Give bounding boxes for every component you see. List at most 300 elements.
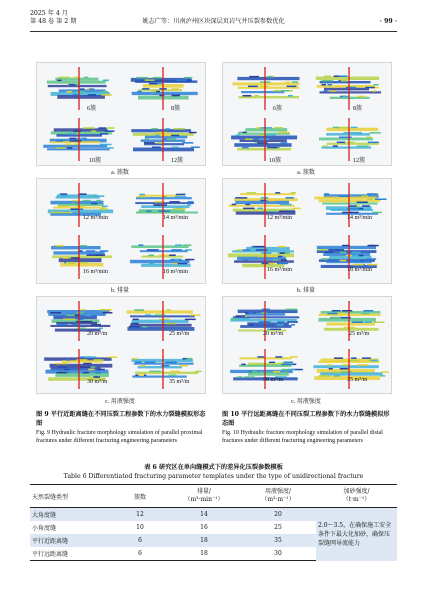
fracture-speckle [380,375,385,377]
fracture-speckle [364,322,372,324]
fracture-speckle [134,309,144,311]
fracture-speckle [156,132,167,134]
fracture-speckle [247,192,256,194]
fracture-speckle [366,137,371,139]
fracture-speckle [76,321,88,323]
fracture-speckle [289,369,296,371]
fracture-speckle [86,250,95,252]
fracture-speckle [189,132,197,134]
fracture-speckle [175,259,179,261]
fracture-speckle [55,147,65,149]
fracture-speckle [261,127,273,129]
fracture-speckle [362,205,370,207]
fracture-speckle [146,210,151,212]
fracture-speckle [333,127,339,129]
fracture-speckle [70,209,79,211]
fracture-speckle [249,76,259,78]
issue-volume: 第 48 卷 第 2 期 [30,18,77,25]
fracture-speckle [274,127,283,129]
fracture-speckle [157,83,163,85]
fracture-speckle [373,84,378,86]
fracture-speckle [168,255,175,257]
fracture-speckle [156,204,167,206]
fracture-speckle [59,77,70,79]
fig9a-caption: a. 簇数 [111,170,129,176]
fig9b-label-3: 16 m³/min [83,269,108,275]
fracture-speckle [290,356,297,358]
fracture-speckle [176,79,187,81]
fracture-speckle [340,368,348,370]
fig9b-sim-image [37,179,205,283]
fracture-speckle [57,80,61,82]
fracture-speckle [76,312,83,314]
fig9-caption-en: Fig. 9 Hydraulic fracture morphology simulation of parallel proximal fractures under different fracturing engineering parameters [36,430,203,444]
fig10-caption-en: Fig. 10 Hydraulic fracture morphology simulation of parallel distal fractures under different fracturing engineering parameters [222,430,383,444]
fig9-panel-b [36,178,206,284]
fracture-speckle [159,255,169,257]
fracture-speckle [73,200,79,202]
fracture-speckle [329,368,333,370]
fracture-speckle [292,81,298,83]
fracture-speckle [367,258,377,260]
fracture-speckle [89,88,94,90]
fracture-speckle [281,364,293,366]
fracture-speckle [342,96,349,98]
fracture-speckle [287,86,297,88]
fracture-speckle [321,258,329,260]
fracture-speckle [287,321,298,323]
fracture-band [316,77,379,81]
fig9c-label-2: 25 m³/m [169,331,190,337]
fracture-speckle [96,372,101,374]
fracture-speckle [133,319,139,321]
table-cell: 25 [274,524,282,531]
fracture-speckle [142,88,149,90]
fracture-speckle [179,365,188,367]
fracture-speckle [105,130,115,132]
fracture-speckle [153,77,162,79]
fracture-speckle [279,132,290,134]
fracture-speckle [291,192,296,194]
fracture-speckle [69,138,76,140]
fracture-speckle [94,359,104,361]
fracture-speckle [352,322,364,324]
table6-title-cn: 表 6 研究区在单向缝模式下的差异化压裂参数模板 [144,464,283,471]
fracture-speckle [382,371,389,373]
fracture-band [130,260,189,264]
fracture-speckle [163,210,170,212]
fig9a-label-3: 10簇 [89,158,102,164]
header-rule [30,31,397,32]
fracture-speckle [184,77,193,79]
fracture-speckle [94,376,100,378]
fracture-speckle [249,324,253,326]
fig10a-label-2: 8簇 [353,106,363,112]
fig9b-label-1: 12 m³/min [83,215,108,221]
fig10a-label-3: 10簇 [269,158,282,164]
fig9a-label-1: 6簇 [87,106,97,112]
fracture-speckle [102,206,108,208]
fracture-speckle [155,91,160,93]
fracture-band [135,202,194,204]
fracture-speckle [245,204,250,206]
fracture-speckle [103,80,109,82]
fig10c-label-2: 25 m³/m [349,331,370,337]
fracture-speckle [76,359,87,361]
fracture-speckle [280,252,285,254]
fracture-speckle [267,147,278,149]
fracture-band [134,363,194,365]
fracture-speckle [91,130,96,132]
fracture-speckle [84,356,96,358]
table-cell: 10 [136,524,144,531]
fracture-speckle [145,362,156,364]
fracture-speckle [100,91,108,93]
fracture-speckle [259,86,268,88]
fracture-speckle [254,95,259,97]
fracture-speckle [83,127,95,129]
fracture-speckle [341,371,352,373]
fracture-speckle [362,313,370,315]
fig9-panel-c [36,296,206,394]
fracture-speckle [172,95,180,97]
fracture-speckle [347,142,355,144]
fracture-speckle [328,84,333,86]
fracture-speckle [253,246,264,248]
fracture-speckle [280,204,292,206]
fig10a-label-1: 6簇 [273,106,283,112]
fracture-band [322,203,377,205]
table-cell: 12 [112,508,168,522]
fig9-caption-cn: 图 9 平行近距离缝在不同压裂工程参数下的水力裂缝模拟形态图 [36,411,206,427]
fracture-speckle [343,132,352,134]
fracture-speckle [80,366,91,368]
fracture-speckle [63,257,69,259]
fracture-speckle [333,145,338,147]
fracture-band [51,246,101,249]
fracture-band [329,256,371,260]
fracture-speckle [367,264,377,266]
table-cell: 35 [240,534,316,547]
fracture-speckle [359,255,364,256]
fracture-speckle [81,262,89,264]
fracture-speckle [334,357,343,359]
fracture-speckle [372,212,382,214]
fracture-speckle [63,363,68,365]
fracture-speckle [56,140,63,142]
fracture-band [319,318,376,322]
fracture-speckle [138,375,144,377]
fracture-speckle [71,203,75,205]
fracture-band [234,143,291,147]
fracture-speckle [185,249,192,251]
fracture-speckle [100,144,112,146]
fracture-speckle [269,200,275,202]
fracture-speckle [98,127,106,129]
fracture-speckle [261,318,266,320]
fig10b-label-2: 14 m³/min [347,215,372,221]
fracture-speckle [243,95,252,97]
fracture-speckle [242,147,249,149]
fracture-speckle [261,312,267,314]
fracture-speckle [84,77,89,79]
fracture-speckle [186,358,192,360]
table-cell: 小角度缝 [32,525,57,532]
fracture-speckle [66,359,70,361]
fracture-speckle [167,138,176,140]
fracture-speckle [257,356,264,358]
fracture-speckle [365,87,375,89]
fracture-speckle [64,369,70,371]
fracture-speckle [83,372,89,374]
fracture-speckle [368,142,379,144]
fracture-speckle [147,249,159,251]
fracture-speckle [95,195,104,197]
fracture-speckle [291,324,295,326]
fracture-speckle [181,194,185,196]
fracture-speckle [337,313,344,315]
fracture-speckle [327,364,333,366]
fracture-speckle [166,323,176,325]
fracture-speckle [173,208,183,210]
fracture-speckle [325,252,333,254]
fracture-speckle [101,94,112,96]
fracture-speckle [244,259,249,261]
fracture-speckle [238,318,249,320]
fracture-speckle [100,250,108,252]
fracture-speckle [57,324,68,326]
fracture-speckle [77,138,83,140]
fracture-speckle [364,310,374,312]
fracture-speckle [261,252,271,254]
fracture-band [132,320,189,324]
fracture-speckle [96,369,105,371]
fracture-speckle [279,211,290,213]
fracture-speckle [334,76,339,78]
fracture-speckle [151,128,158,130]
fracture-speckle [174,128,186,130]
fracture-speckle [256,127,260,129]
fracture-speckle [175,196,187,198]
fracture-speckle [323,145,328,147]
fig10c-label-3: 30 m³/m [263,377,284,383]
fracture-speckle [142,326,147,328]
fracture-speckle [336,249,344,251]
fracture-speckle [108,356,117,358]
fracture-speckle [66,315,75,317]
fracture-band [245,128,287,131]
fracture-speckle [374,322,385,324]
fracture-speckle [317,249,327,251]
fracture-speckle [171,371,181,373]
table-row [30,508,397,522]
fracture-speckle [236,249,242,251]
fracture-speckle [88,369,94,371]
fig10a-sim-image [223,63,391,165]
fracture-speckle [159,319,170,321]
fracture-speckle [91,203,98,205]
fracture-speckle [327,313,337,315]
fracture-speckle [129,326,140,328]
fracture-band [326,128,378,131]
fracture-speckle [361,196,368,198]
fig10c-caption: c. 用液强度 [291,399,321,405]
fracture-speckle [166,309,170,311]
fracture-speckle [357,202,368,204]
table-cell: 30 [240,547,316,561]
fracture-speckle [351,127,358,129]
fracture-speckle [331,317,341,319]
fracture-speckle [77,91,85,93]
fracture-band [320,91,382,93]
fracture-speckle [165,362,177,364]
fracture-speckle [362,357,371,359]
fracture-speckle [256,249,268,251]
fracture-speckle [172,88,180,90]
fracture-speckle [148,255,154,257]
fracture-speckle [69,84,76,86]
fig10-panel-c [222,296,392,394]
table6-col-sand: 加砂强度/ （t·m⁻¹） [316,485,397,508]
fracture-speckle [241,364,245,366]
fig10c-label-4: 35 m³/m [347,377,368,383]
fracture-band [240,325,291,328]
fracture-speckle [275,356,282,358]
fracture-speckle [357,364,369,366]
fracture-speckle [145,314,151,316]
fracture-speckle [77,328,86,330]
fracture-speckle [69,318,75,320]
fig10c-label-1: 20 m³/m [263,331,284,337]
fracture-speckle [340,260,347,262]
fracture-speckle [375,199,387,201]
fracture-speckle [232,204,237,206]
fig10b-label-3: 16 m³/min [267,267,292,273]
fracture-speckle [275,329,281,331]
fracture-speckle [66,91,72,93]
fracture-speckle [265,135,276,137]
fracture-speckle [284,362,292,364]
fracture-speckle [352,132,362,134]
fracture-speckle [367,193,377,195]
fig9c-label-4: 35 m³/m [169,379,190,385]
fracture-speckle [322,84,327,86]
table-cell: 18 [168,547,240,561]
fracture-speckle [152,91,156,93]
fracture-band [135,372,198,375]
fracture-speckle [235,135,240,137]
fracture-speckle [149,371,161,373]
table-cell: 20 [240,508,316,522]
fracture-speckle [277,321,284,323]
fracture-speckle [273,371,280,373]
fracture-speckle [73,140,81,142]
fig9b-label-4: 18 m³/min [163,269,188,275]
fracture-speckle [175,244,182,246]
fracture-speckle [332,310,341,312]
fracture-speckle [63,212,73,214]
table6-col-fracture-type: 天然裂缝类型 [30,485,112,508]
fracture-band [246,247,290,251]
fracture-speckle [187,79,192,81]
fracture-speckle [160,135,172,137]
fracture-speckle [331,90,336,92]
fig10b-label-4: 18 m³/min [347,267,372,273]
fracture-speckle [281,142,288,144]
fracture-speckle [286,197,294,199]
fracture-band [60,263,103,267]
fracture-speckle [185,259,194,261]
fracture-speckle [237,376,242,378]
fracture-speckle [346,87,357,89]
fracture-speckle [324,193,329,195]
fracture-speckle [262,309,270,311]
fracture-speckle [60,195,67,197]
fracture-speckle [319,375,330,377]
fracture-speckle [231,318,239,320]
fracture-speckle [76,206,86,208]
fracture-speckle [273,259,278,261]
fracture-speckle [239,132,243,134]
fracture-speckle [259,135,266,137]
fracture-speckle [352,252,361,254]
fracture-speckle [171,249,182,251]
fracture-speckle [67,133,77,135]
running-title: 姚志广等：川南泸州区块深层页岩气井压裂参数优化 [142,18,285,25]
fracture-speckle [190,314,201,316]
fracture-speckle [357,145,369,147]
fracture-speckle [140,365,146,367]
table-cell: 大角度缝 [30,508,112,522]
table-cell: 6 [112,534,168,547]
fracture-speckle [337,142,345,144]
fracture-speckle [58,366,67,368]
fracture-speckle [80,245,87,247]
fracture-speckle [269,362,275,364]
fracture-speckle [286,309,296,311]
fracture-speckle [358,96,366,98]
fracture-speckle [269,211,277,213]
fig10b-caption: b. 排量 [296,288,315,294]
fracture-speckle [258,208,264,210]
issue-date: 2025 年 4 月 [30,10,68,17]
fracture-speckle [83,200,91,202]
fracture-speckle [172,147,179,149]
fig9-panel-a [36,62,206,166]
fracture-speckle [137,91,142,93]
fracture-speckle [248,86,258,88]
fracture-speckle [136,77,148,79]
fracture-speckle [169,375,177,377]
fracture-speckle [145,79,155,81]
fracture-speckle [155,135,159,137]
fig9b-label-2: 14 m³/min [163,215,188,221]
fracture-speckle [81,309,86,311]
fracture-speckle [245,139,253,141]
fracture-band [57,95,105,99]
table6-title-en: Table 6 Differentiated fracturing parameter templates under the type of unidirectional fracture [63,473,364,480]
table6 [30,484,397,561]
fracture-speckle [244,376,254,378]
fracture-speckle [339,196,349,198]
fracture-speckle [243,208,255,210]
table-cell: 18 [168,534,240,547]
fracture-band [47,81,106,84]
fracture-speckle [170,201,180,203]
fracture-speckle [183,244,191,246]
fracture-speckle [86,315,91,317]
fracture-speckle [105,309,112,311]
